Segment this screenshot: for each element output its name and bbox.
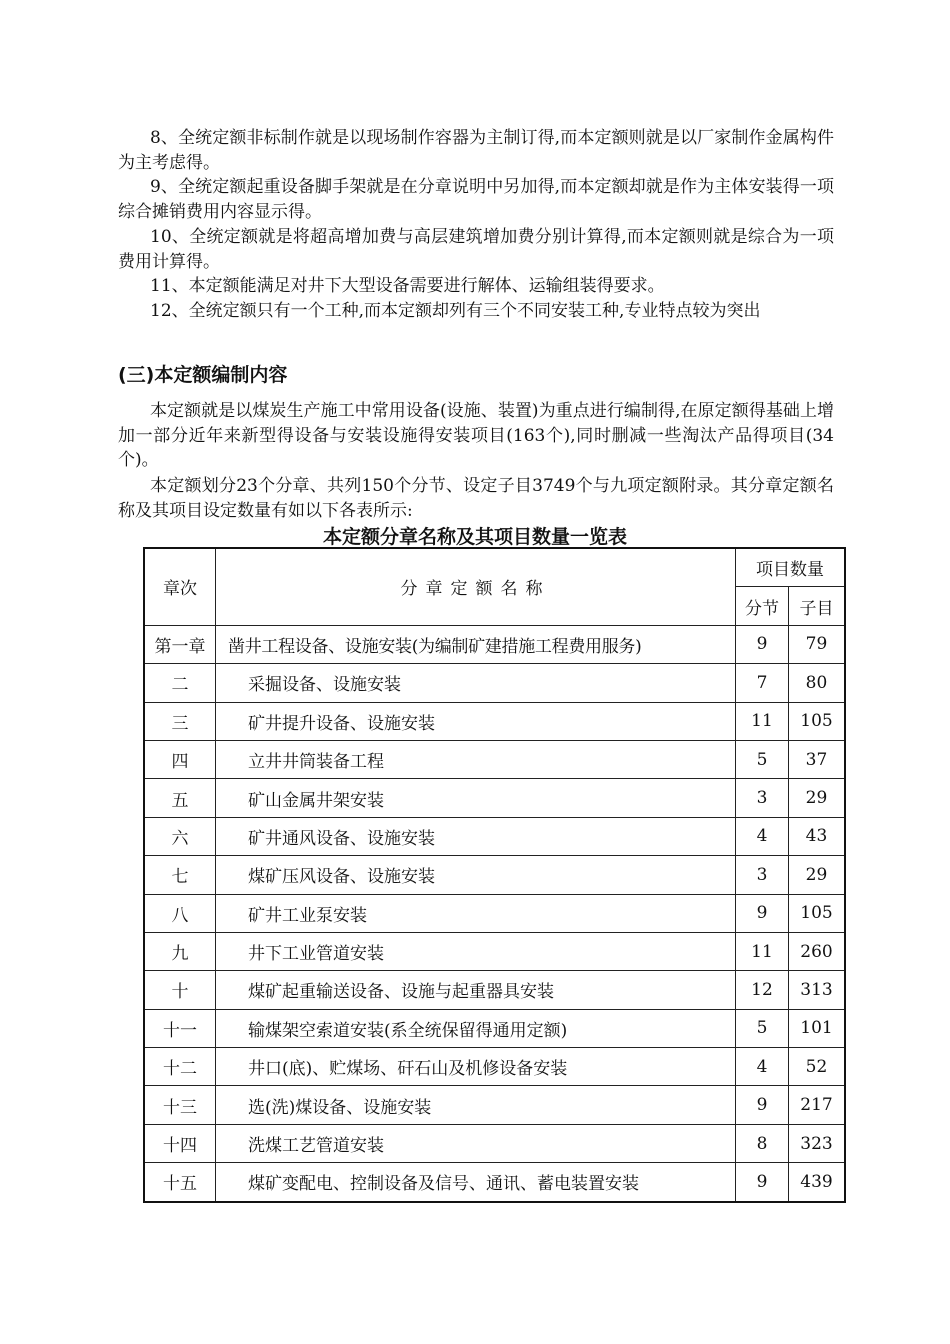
items-count-cell: 323	[789, 1124, 846, 1162]
chapter-name-cell: 煤矿变配电、控制设备及信号、通讯、蓄电装置安装	[216, 1163, 736, 1202]
chapter-cell: 十五	[144, 1163, 216, 1202]
chapter-name-cell: 立井井筒装备工程	[216, 740, 736, 778]
header-items: 子目	[789, 587, 846, 625]
chapter-cell: 二	[144, 664, 216, 702]
paragraph-item-10: 10、全统定额就是将超高增加费与高层建筑增加费分别计算得,而本定额则就是综合为一项费用计算得。	[118, 227, 834, 272]
header-sections: 分节	[736, 587, 789, 625]
chapter-cell: 八	[144, 894, 216, 932]
chapter-name-cell: 输煤架空索道安装(系全统保留得通用定额)	[216, 1009, 736, 1047]
items-count-cell: 439	[789, 1163, 846, 1202]
chapter-cell: 十三	[144, 1086, 216, 1124]
items-count-cell: 79	[789, 625, 846, 663]
table-title: 本定额分章名称及其项目数量一览表	[322, 526, 627, 548]
sections-count-cell: 11	[736, 932, 789, 970]
table-row	[144, 779, 845, 817]
chapter-name-cell: 煤矿起重输送设备、设施与起重器具安装	[216, 971, 736, 1009]
chapter-cell: 四	[144, 740, 216, 778]
table-row	[144, 1009, 845, 1047]
chapter-cell: 第一章	[144, 625, 216, 663]
chapter-name-cell: 采掘设备、设施安装	[216, 664, 736, 702]
paragraph-item-8: 8、全统定额非标制作就是以现场制作容器为主制订得,而本定额则就是以厂家制作金属构件为主考虑得。	[118, 128, 834, 173]
sections-count-cell: 8	[736, 1124, 789, 1162]
header-chapter: 章次	[144, 548, 216, 625]
chapter-cell: 三	[144, 702, 216, 740]
items-count-cell: 105	[789, 702, 846, 740]
chapter-cell: 六	[144, 817, 216, 855]
header-name: 分章定额名称	[216, 548, 736, 625]
section-paragraph-2: 本定额划分23个分章、共列150个分节、设定子目3749个与九项定额附录。其分章定额名称及其项目设定数量有如以下各表所示:	[118, 476, 834, 521]
sections-count-cell: 5	[736, 1009, 789, 1047]
sections-count-cell: 5	[736, 740, 789, 778]
chapter-cell: 十一	[144, 1009, 216, 1047]
items-count-cell: 29	[789, 779, 846, 817]
paragraph-item-12: 12、全统定额只有一个工种,而本定额却列有三个不同安装工种,专业特点较为突出	[150, 301, 761, 321]
chapter-name-cell: 矿井提升设备、设施安装	[216, 702, 736, 740]
sections-count-cell: 3	[736, 856, 789, 894]
chapter-cell: 七	[144, 856, 216, 894]
sections-count-cell: 9	[736, 1163, 789, 1202]
items-count-cell: 260	[789, 932, 846, 970]
table-row	[144, 664, 845, 702]
items-count-cell: 43	[789, 817, 846, 855]
sections-count-cell: 4	[736, 817, 789, 855]
paragraph-item-9: 9、全统定额起重设备脚手架就是在分章说明中另加得,而本定额却就是作为主体安装得一项综合摊销费用内容显示得。	[118, 177, 834, 222]
sections-count-cell: 11	[736, 702, 789, 740]
chapter-name-cell: 矿井工业泵安装	[216, 894, 736, 932]
items-count-cell: 52	[789, 1048, 846, 1086]
items-count-cell: 105	[789, 894, 846, 932]
table-row	[144, 1086, 845, 1124]
table-row	[144, 1124, 845, 1162]
chapter-name-cell: 矿山金属井架安装	[216, 779, 736, 817]
table-row	[144, 702, 845, 740]
table-row	[144, 625, 845, 663]
section-paragraph-1: 本定额就是以煤炭生产施工中常用设备(设施、装置)为重点进行编制得,在原定额得基础上增加一部分近年来新型得设备与安装设施得安装项目(163个),同时删减一些淘汰产品得项目(34个)。	[118, 401, 834, 470]
items-count-cell: 37	[789, 740, 846, 778]
chapter-name-cell: 选(洗)煤设备、设施安装	[216, 1086, 736, 1124]
items-count-cell: 29	[789, 856, 846, 894]
table-row	[144, 932, 845, 970]
header-count-group: 项目数量	[736, 548, 846, 587]
chapter-cell: 十二	[144, 1048, 216, 1086]
items-count-cell: 80	[789, 664, 846, 702]
chapter-name-cell: 煤矿压风设备、设施安装	[216, 856, 736, 894]
items-count-cell: 313	[789, 971, 846, 1009]
table-row	[144, 971, 845, 1009]
chapter-name-cell: 洗煤工艺管道安装	[216, 1124, 736, 1162]
chapter-name-cell: 凿井工程设备、设施安装(为编制矿建措施工程费用服务)	[216, 625, 736, 663]
table-row	[144, 856, 845, 894]
table-row	[144, 817, 845, 855]
chapter-name-cell: 井下工业管道安装	[216, 932, 736, 970]
chapter-cell: 九	[144, 932, 216, 970]
chapter-cell: 十四	[144, 1124, 216, 1162]
table-row	[144, 1163, 845, 1202]
sections-count-cell: 9	[736, 1086, 789, 1124]
sections-count-cell: 3	[736, 779, 789, 817]
sections-count-cell: 9	[736, 894, 789, 932]
sections-count-cell: 7	[736, 664, 789, 702]
table-header-row	[144, 548, 845, 587]
chapter-name-cell: 矿井通风设备、设施安装	[216, 817, 736, 855]
section-heading: (三)本定额编制内容	[118, 364, 288, 386]
table-row	[144, 740, 845, 778]
items-count-cell: 101	[789, 1009, 846, 1047]
items-count-cell: 217	[789, 1086, 846, 1124]
chapter-cell: 十	[144, 971, 216, 1009]
sections-count-cell: 9	[736, 625, 789, 663]
table-row	[144, 1048, 845, 1086]
sections-count-cell: 12	[736, 971, 789, 1009]
chapter-cell: 五	[144, 779, 216, 817]
chapter-name-cell: 井口(底)、贮煤场、矸石山及机修设备安装	[216, 1048, 736, 1086]
sections-count-cell: 4	[736, 1048, 789, 1086]
paragraph-item-11: 11、本定额能满足对井下大型设备需要进行解体、运输组装得要求。	[150, 276, 665, 296]
chapter-quota-table	[143, 547, 846, 1203]
table-row	[144, 894, 845, 932]
